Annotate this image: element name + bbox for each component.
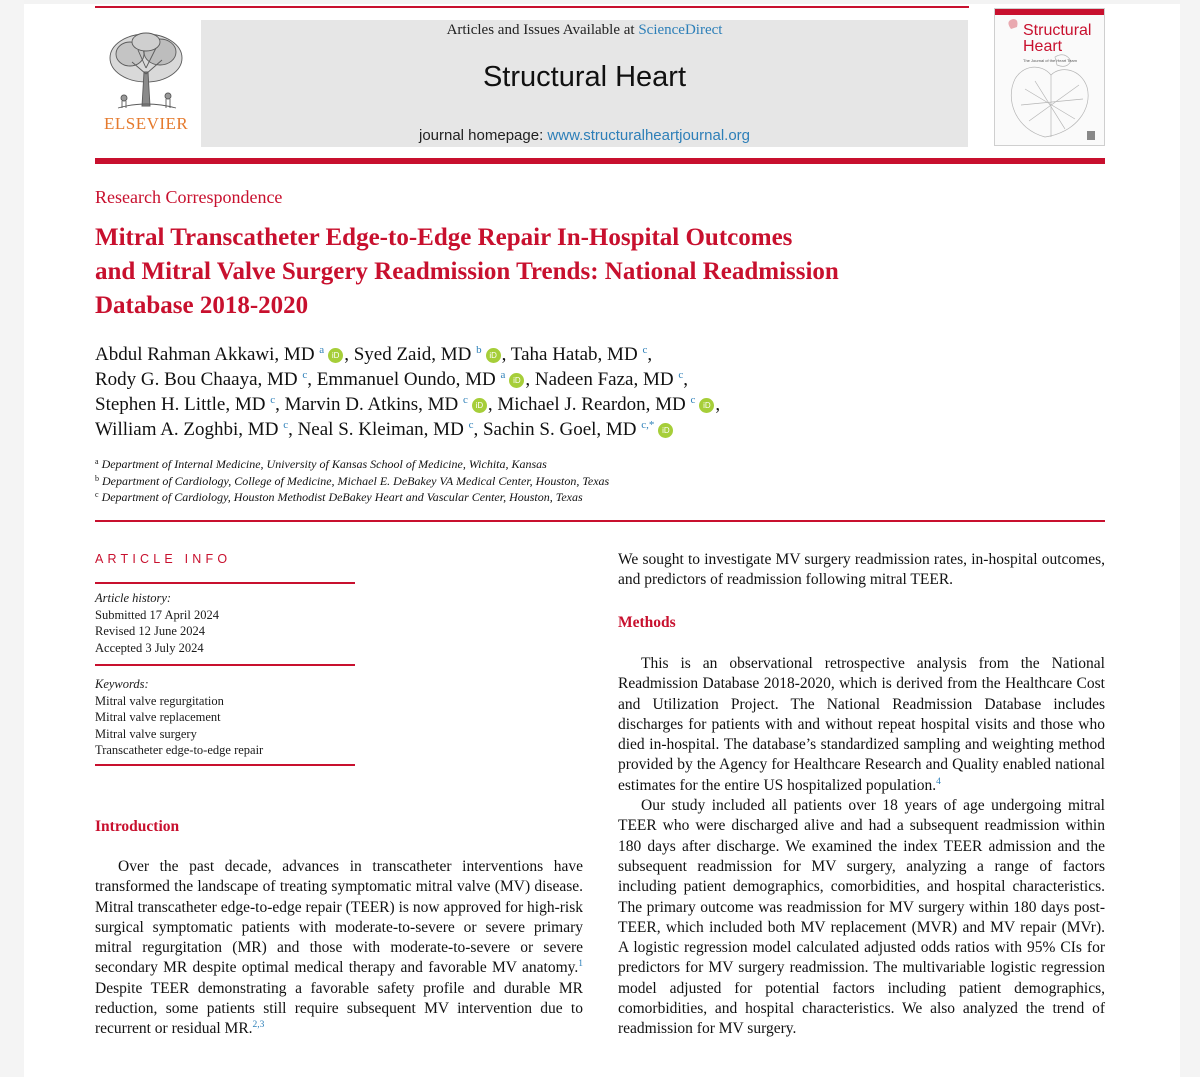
- affiliation-marker[interactable]: a: [500, 369, 506, 381]
- author-name[interactable]: Taha Hatab, MD: [510, 344, 638, 365]
- affiliation-item: [95, 489, 995, 506]
- author-separator: ,: [501, 344, 511, 365]
- author-name[interactable]: Neal S. Kleiman, MD: [297, 419, 464, 440]
- accepted-date: Accepted 3 July 2024: [95, 640, 204, 655]
- affiliation-marker[interactable]: b: [476, 344, 482, 356]
- article-info-heading: ARTICLE INFO: [95, 552, 232, 566]
- author-name[interactable]: Marvin D. Atkins, MD: [284, 394, 459, 415]
- orcid-icon[interactable]: iD: [328, 348, 343, 363]
- methods-paragraph: [618, 654, 1105, 796]
- availability-line: [201, 22, 968, 39]
- affiliation-marker[interactable]: c: [270, 394, 276, 406]
- keywords-label: Keywords:: [95, 677, 149, 691]
- author-line: [95, 417, 1095, 442]
- author-separator: ,: [487, 394, 498, 415]
- affiliation-marker[interactable]: c: [283, 419, 289, 431]
- affiliation-item: [95, 473, 995, 490]
- introduction-paragraph: [95, 857, 583, 1040]
- affiliation-text: Department of Cardiology, College of Medicine, Michael E. DeBakey VA Medical Center, Houston, Texas: [102, 473, 610, 488]
- homepage-prefix: journal homepage:: [418, 127, 548, 144]
- affiliation-marker[interactable]: c: [463, 394, 468, 406]
- keywords: [95, 676, 355, 759]
- author-separator: ,: [344, 344, 354, 365]
- header-rule-thin: [95, 6, 969, 8]
- introduction-paragraph-end: We sought to investigate MV surgery readmission rates, in-hospital outcomes, and predictors of readmission following mitral TEER.: [618, 551, 1105, 589]
- author-line: [95, 367, 1095, 392]
- author-name[interactable]: Michael J. Reardon, MD: [497, 394, 686, 415]
- affiliation-marker[interactable]: a: [319, 344, 325, 356]
- header-rule-thick: [95, 158, 1105, 164]
- introduction-text: [95, 857, 583, 1040]
- keyword-item: Transcatheter edge-to-edge repair: [95, 743, 264, 757]
- section-rule: [95, 520, 1105, 522]
- article-title: [95, 221, 995, 323]
- scan-edge-top: [0, 0, 1200, 4]
- affiliations: [95, 456, 995, 506]
- publisher-name: ELSEVIER: [104, 114, 189, 133]
- article-history-label: Article history:: [95, 591, 172, 605]
- author-name[interactable]: Rody G. Bou Chaaya, MD: [95, 369, 298, 390]
- methods-heading: Methods: [618, 614, 676, 631]
- author-separator: ,: [647, 344, 653, 365]
- affiliation-marker[interactable]: c,*: [641, 419, 655, 431]
- article-info-rule: [95, 764, 355, 766]
- orcid-icon[interactable]: iD: [658, 423, 673, 438]
- author-name[interactable]: Nadeen Faza, MD: [534, 369, 674, 390]
- reference-link[interactable]: 4: [936, 776, 941, 787]
- author-name[interactable]: Emmanuel Oundo, MD: [316, 369, 496, 390]
- affiliation-marker[interactable]: c: [642, 344, 648, 356]
- keyword-item: Mitral valve surgery: [95, 726, 197, 741]
- text-run: Despite TEER demonstrating a favorable safety profile and durable MR reduction, some patients still require subsequent MV intervention due to recurrent or residual MR.: [95, 979, 583, 1038]
- author-separator: ,: [683, 369, 688, 390]
- author-name[interactable]: Abdul Rahman Akkawi, MD: [95, 344, 315, 365]
- cover-subtitle: The Journal of the Heart Team: [1023, 58, 1077, 63]
- affiliation-key: a: [95, 457, 99, 466]
- introduction-continuation: [618, 550, 1105, 591]
- scan-edge-left: [0, 0, 24, 1077]
- cover-title-line-1: Structural: [1023, 22, 1092, 39]
- revised-date: Revised 12 June 2024: [95, 624, 206, 638]
- keyword-item: Mitral valve replacement: [95, 710, 221, 724]
- author-separator: ,: [288, 419, 298, 440]
- author-name[interactable]: Stephen H. Little, MD: [95, 394, 266, 415]
- reference-link[interactable]: 1: [578, 959, 583, 970]
- journal-name: Structural Heart: [482, 61, 687, 93]
- orcid-icon[interactable]: iD: [472, 398, 487, 413]
- scan-edge-right: [1180, 0, 1200, 1077]
- affiliation-marker[interactable]: c: [468, 419, 474, 431]
- article-title-line: Database 2018-2020: [95, 292, 309, 319]
- article-type: Research Correspondence: [95, 187, 283, 207]
- author-separator: ,: [525, 369, 535, 390]
- affiliation-text: Department of Internal Medicine, University of Kansas School of Medicine, Wichita, Kansas: [101, 457, 547, 471]
- author-name[interactable]: Sachin S. Goel, MD: [482, 419, 637, 440]
- availability-prefix: Articles and Issues Available at: [446, 22, 639, 38]
- methods-text: [618, 654, 1105, 1040]
- submitted-date: Submitted 17 April 2024: [95, 607, 219, 622]
- orcid-icon[interactable]: iD: [486, 348, 501, 363]
- sciencedirect-link[interactable]: ScienceDirect: [638, 22, 723, 38]
- affiliation-item: [95, 456, 995, 473]
- author-name[interactable]: Syed Zaid, MD: [353, 344, 472, 365]
- keyword-item: Mitral valve regurgitation: [95, 693, 224, 708]
- cover-title: [1023, 23, 1091, 55]
- article-info-rule: [95, 664, 355, 666]
- reference-link[interactable]: 2,3: [252, 1020, 265, 1031]
- author-name[interactable]: William A. Zoghbi, MD: [95, 419, 279, 440]
- orcid-icon[interactable]: iD: [509, 373, 524, 388]
- introduction-heading: Introduction: [95, 818, 180, 835]
- article-history: [95, 590, 355, 656]
- affiliation-key: c: [95, 490, 99, 499]
- affiliation-marker[interactable]: c: [690, 394, 696, 406]
- orcid-icon[interactable]: iD: [699, 398, 714, 413]
- journal-homepage-line: [201, 127, 968, 144]
- article-title-line: and Mitral Valve Surgery Readmission Trends: National Readmission: [95, 258, 839, 285]
- journal-homepage-link[interactable]: www.structuralheartjournal.org: [547, 127, 751, 144]
- journal-banner: [201, 20, 968, 147]
- author-line: [95, 342, 1095, 367]
- affiliation-text: Department of Cardiology, Houston Methodist DeBakey Heart and Vascular Center, Houston, Texas: [101, 490, 583, 504]
- methods-paragraph: Our study included all patients over 18 years of age undergoing mitral TEER who were discharged alive and had a subsequent readmission within 180 days after discharge. We examined the index TEER admission and the subsequent readmission for MV surgery, analyzing a range of factors including patient demographics, comorbidities, and hospital characteristics. The primary outcome was readmission for MV surgery within 180 days post-TEER, which included both MV replacement (MVR) and MV repair (MVr). A logistic regression model calculated adjusted odds ratios with 95% CIs for predictors for MV surgery readmission. The multivariable logistic regression model adjusted for potential factors including patient demographics, comorbidities, and hospital characteristics. We also analyzed the trend of readmission for MV surgery.: [618, 797, 1105, 1038]
- article-title-line: Mitral Transcatheter Edge-to-Edge Repair In-Hospital Outcomes: [95, 224, 793, 251]
- journal-cover-thumbnail: [994, 8, 1105, 146]
- article-info-rule: [95, 582, 355, 584]
- author-separator: ,: [307, 369, 317, 390]
- text-run: This is an observational retrospective analysis from the National Readmission Database 2018-2020, which is derived from the Healthcare Cost and Utilization Project. The National Readmission Database includes discharges for patients with and without repeat hospital visits and those who died in-hospital. The database’s standardized sampling and weighting method provided by the Agency for Healthcare Research and Quality enabled national estimates for the entire US hospitalized population.: [618, 655, 1105, 794]
- author-separator: ,: [715, 394, 721, 415]
- cover-title-line-2: Heart: [1023, 38, 1063, 55]
- author-line: [95, 392, 1095, 417]
- affiliation-key: b: [95, 473, 99, 483]
- affiliation-marker[interactable]: c: [302, 369, 308, 381]
- affiliation-marker[interactable]: c: [678, 369, 684, 381]
- text-run: Over the past decade, advances in transcatheter interventions have transformed the landscape of treating symptomatic mitral valve (MV) disease. Mitral transcatheter edge-to-edge repair (TEER) is now approved for high-risk surgical symptomatic patients with moderate-to-severe or severe primary mitral regurgitation (MR) and those with moderate-to-severe or severe secondary MR despite optimal medical therapy and favorable MV anatomy.: [95, 858, 583, 977]
- author-list: [95, 342, 1095, 442]
- author-separator: ,: [473, 419, 483, 440]
- author-separator: ,: [275, 394, 285, 415]
